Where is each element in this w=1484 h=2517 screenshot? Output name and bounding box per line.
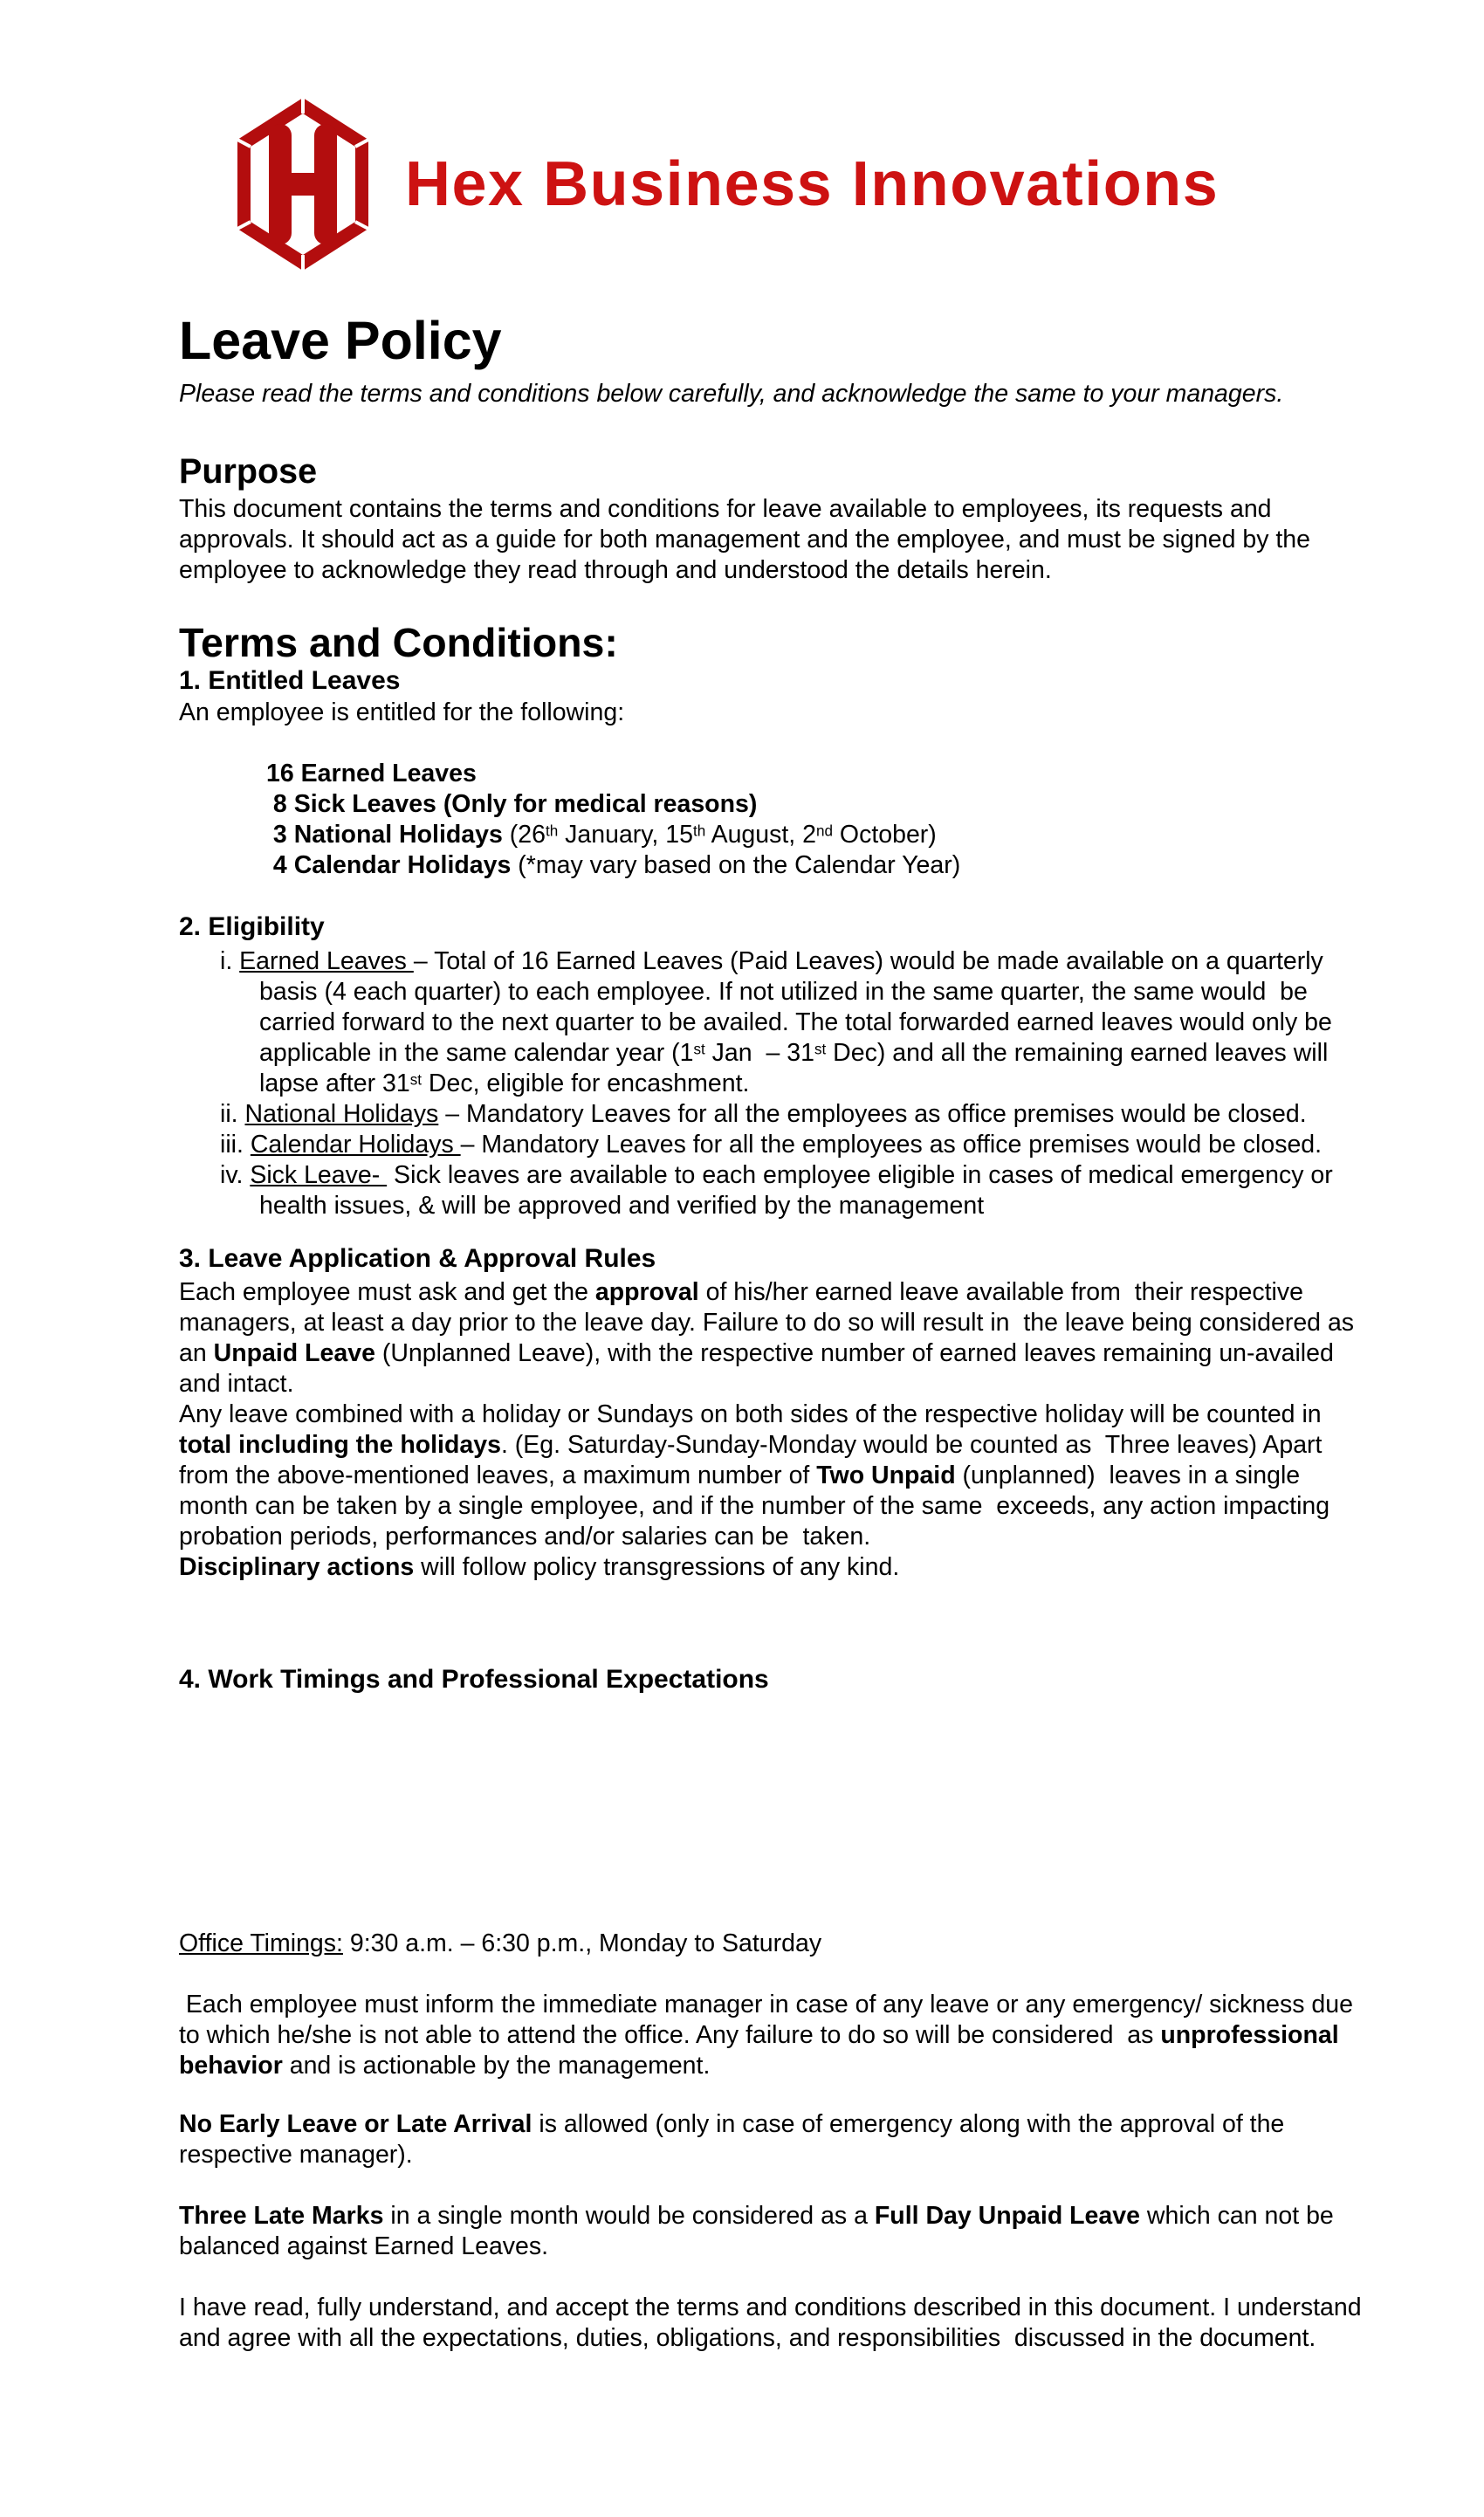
text-run: (unplanned) leaves in a single month can be taken by a single employee, and if the number of the same exceeds, any action impacting probation periods, performances and/or salaries can be taken.	[179, 1461, 1337, 1551]
text-run: Unpaid Leave	[213, 1339, 375, 1367]
text-run: is allowed (only in case of emergency along with the approval of the respective manager).	[179, 2110, 1292, 2169]
eligibility-item-earned-leaves	[179, 946, 1366, 1099]
work-paragraph-inform-manager	[179, 1990, 1366, 2081]
entitled-leave-item-earned	[266, 759, 1366, 789]
text-run: st	[409, 1071, 422, 1089]
text-run: October)	[833, 821, 937, 849]
text-run: January, 15	[558, 821, 693, 849]
eligibility-item-national-holidays	[179, 1099, 1366, 1130]
company-name: Hex Business Innovations	[405, 149, 1219, 219]
text-run: Office Timings:	[179, 1929, 343, 1957]
entitled-leave-item-calendar	[266, 850, 1366, 881]
text-run: 4 Calendar Holidays	[266, 851, 512, 879]
office-timings-line	[179, 1929, 1366, 1959]
entitled-leaves-intro: An employee is entitled for the following:	[179, 698, 625, 726]
text-run: Disciplinary actions	[179, 1553, 415, 1581]
document-title: Leave Policy	[179, 311, 502, 370]
approval-rules-heading: 3. Leave Application & Approval Rules	[179, 1244, 656, 1273]
text-run: i.	[220, 947, 240, 975]
text-run: total including the holidays	[179, 1431, 501, 1459]
text-run: Full Day Unpaid Leave	[874, 2202, 1140, 2230]
text-run: (26	[502, 821, 546, 849]
text-run: . (Eg. Saturday-Sunday-Monday would be counted as Three leaves) Apart from the above-mentioned leaves, a maximum number of	[179, 1431, 1329, 1489]
text-run: ii.	[220, 1100, 245, 1128]
text-run: th	[545, 822, 559, 840]
text-run: will follow policy transgressions of any kind.	[414, 1553, 900, 1581]
text-run: No Early Leave or Late Arrival	[179, 2110, 532, 2138]
purpose-paragraph: This document contains the terms and conditions for leave available to employees, its requests and approvals. It should act as a guide for both management and the employee, and must be signed by the employee to acknowledge they read through and understood the details herein.	[179, 495, 1317, 584]
text-run: Each employee must inform the immediate manager in case of any leave or any emergency/ sickness due to which he/she is not able to attend the office. Any failure to do so will be considered as	[179, 1991, 1360, 2049]
text-run: (Unplanned Leave), with the respective number of earned leaves remaining un-availed and intact.	[179, 1339, 1341, 1398]
text-run: Dec, eligible for encashment.	[422, 1069, 750, 1097]
eligibility-list	[179, 946, 1366, 1221]
document-subtitle: Please read the terms and conditions below carefully, and acknowledge the same to your managers.	[179, 380, 1284, 408]
text-run: th	[692, 822, 706, 840]
approval-paragraph-holiday-counting	[179, 1399, 1366, 1552]
text-run: unprofessional behavior	[179, 2021, 1346, 2080]
text-run: Any leave combined with a holiday or Sundays on both sides of the respective holiday will be counted in	[179, 1400, 1329, 1428]
text-run: 9:30 a.m. – 6:30 p.m., Monday to Saturday	[342, 1929, 822, 1957]
terms-and-conditions-heading: Terms and Conditions:	[179, 620, 618, 665]
company-header	[179, 98, 1366, 271]
entitled-leave-item-sick	[266, 789, 1366, 820]
text-run: – Mandatory Leaves for all the employees as office premises would be closed.	[438, 1100, 1307, 1128]
text-run: Dec) and all the remaining earned leaves will lapse after 31	[259, 1039, 1336, 1097]
text-run: 8 Sick Leaves (Only for medical reasons)	[266, 790, 758, 818]
text-run: iii.	[220, 1131, 251, 1159]
work-paragraph-late-marks	[179, 2201, 1366, 2262]
text-run: Sick leaves are available to each employee eligible in cases of medical emergency or health issues, & will be approved and verified by the management	[259, 1161, 1340, 1220]
text-run: which can not be balanced against Earned Leaves.	[179, 2202, 1341, 2260]
entitled-leave-item-national	[266, 820, 1366, 850]
text-run: Each employee must ask and get the	[179, 1278, 595, 1306]
eligibility-item-calendar-holidays	[179, 1130, 1366, 1160]
text-run: – Total of 16 Earned Leaves (Paid Leaves) would be made available on a quarterly basis (4 each quarter) to each employee. If not utilized in the same quarter, the same would be carried forward to the next quarter to be availed. The total forwarded earned leaves would only be applicable in the same calendar year (1	[259, 947, 1339, 1067]
text-run: approval	[594, 1278, 699, 1306]
text-run: Earned Leaves	[239, 947, 414, 975]
work-timings-heading: 4. Work Timings and Professional Expectations	[179, 1665, 769, 1694]
text-run: Calendar Holidays	[250, 1131, 461, 1159]
purpose-heading: Purpose	[179, 452, 318, 491]
text-run: Two Unpaid	[816, 1461, 956, 1489]
text-run: in a single month would be considered as a	[383, 2202, 875, 2230]
entitled-leaves-list	[179, 759, 1366, 881]
text-run: (*may vary based on the Calendar Year)	[511, 851, 961, 879]
acknowledgement-paragraph: I have read, fully understand, and accept the terms and conditions described in this document. I understand and agree with all the expectations, duties, obligations, and responsibilities discussed in the document.	[179, 2293, 1369, 2352]
text-run: Three Late Marks	[179, 2202, 384, 2230]
text-run: 3 National Holidays	[266, 821, 503, 849]
approval-paragraph-unpaid-leave	[179, 1277, 1366, 1399]
text-run: and is actionable by the management.	[282, 2052, 711, 2080]
text-run: Sick Leave-	[250, 1161, 388, 1189]
text-run: Jan – 31	[704, 1039, 814, 1067]
text-run: 16 Earned Leaves	[266, 760, 477, 787]
work-paragraph-no-early-leave	[179, 2109, 1366, 2170]
hexagon-h-logo-icon	[237, 98, 368, 271]
text-run: nd	[815, 822, 833, 840]
entitled-leaves-heading: 1. Entitled Leaves	[179, 666, 401, 695]
text-run: st	[814, 1041, 827, 1058]
text-run: st	[693, 1041, 705, 1058]
text-run: of his/her earned leave available from their respective managers, at least a day prior to the leave day. Failure to do so will result in the leave being considered as an	[179, 1278, 1361, 1367]
approval-paragraph-disciplinary	[179, 1552, 1366, 1583]
text-run: National Holidays	[244, 1100, 439, 1128]
eligibility-heading: 2. Eligibility	[179, 912, 325, 941]
eligibility-item-sick-leave	[179, 1160, 1366, 1221]
text-run: iv.	[220, 1161, 251, 1189]
text-run: August, 2	[705, 821, 816, 849]
text-run: – Mandatory Leaves for all the employees as office premises would be closed.	[460, 1131, 1323, 1159]
